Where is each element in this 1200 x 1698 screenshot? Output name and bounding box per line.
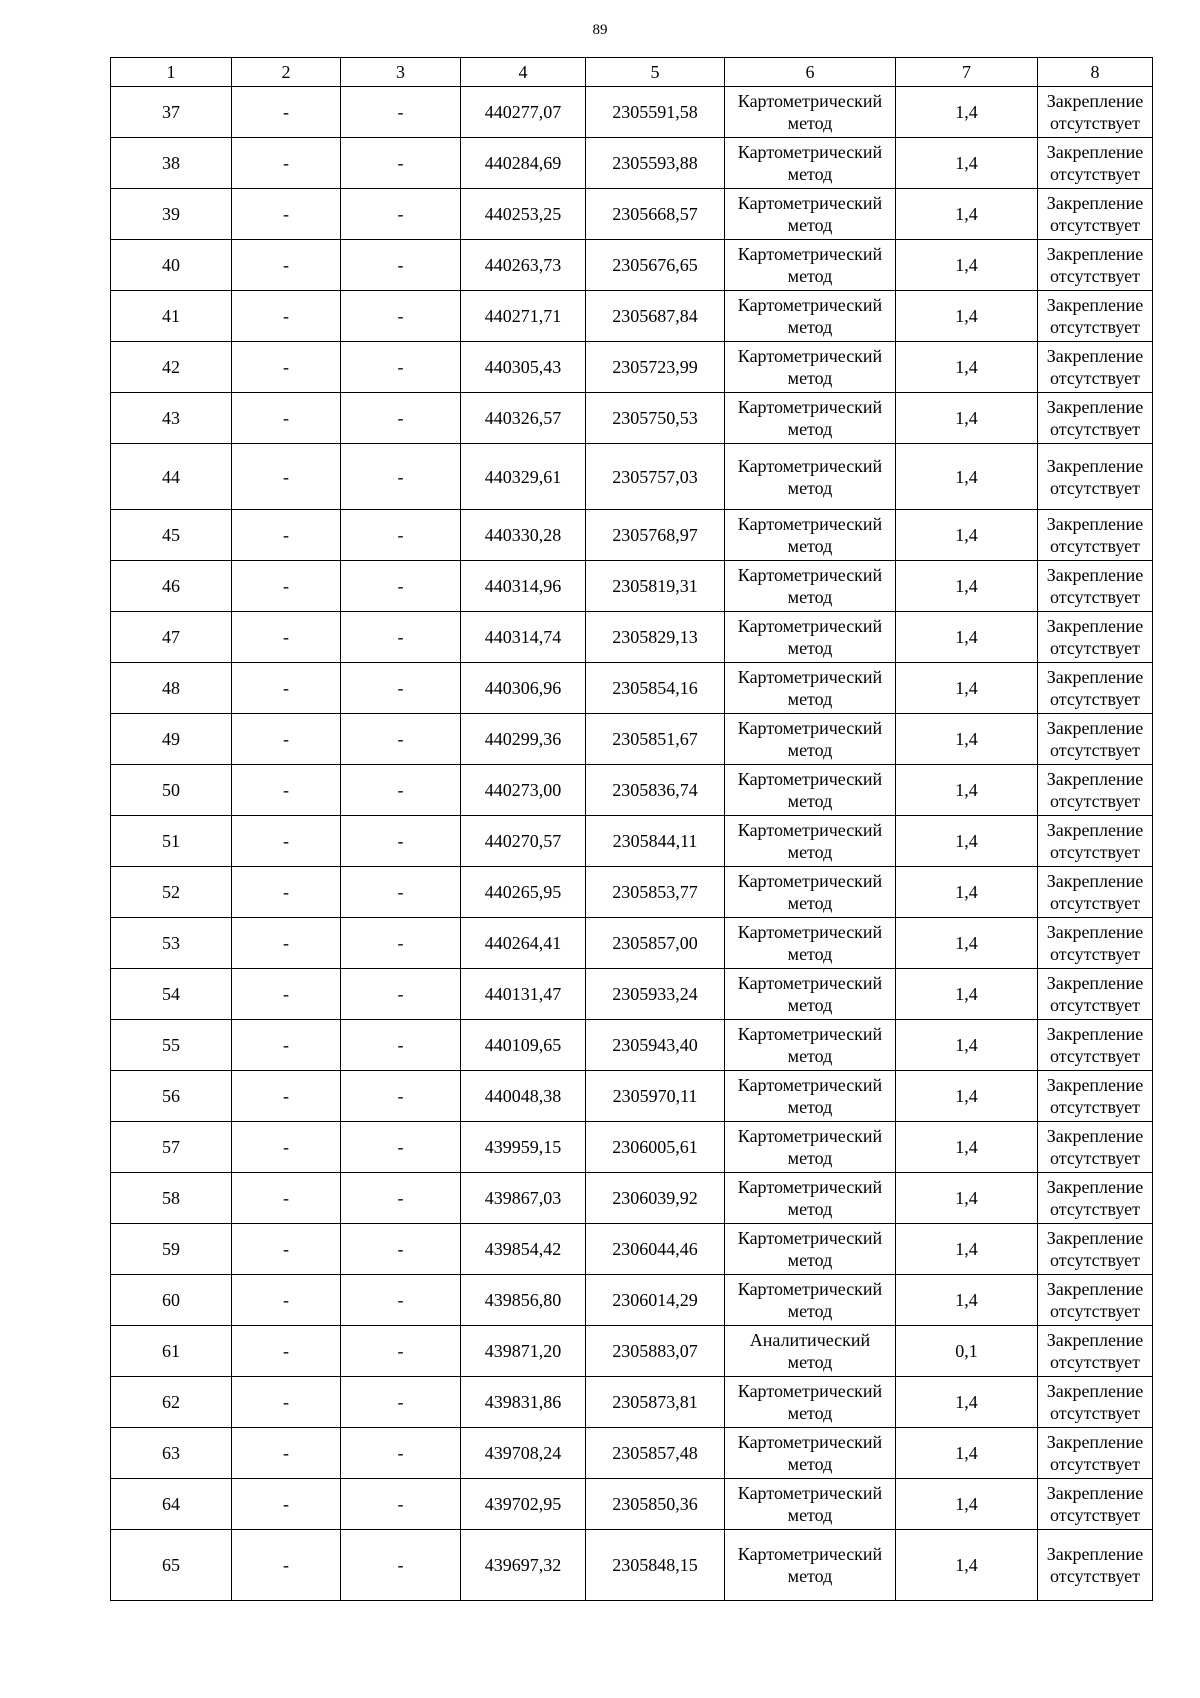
x-coordinate-cell: 439854,42 [461, 1224, 586, 1275]
point-number-cell: 63 [111, 1428, 232, 1479]
accuracy-cell: 1,4 [896, 969, 1038, 1020]
x-coordinate-cell: 440270,57 [461, 816, 586, 867]
column-2-cell: - [232, 291, 341, 342]
column-2-cell: - [232, 1530, 341, 1601]
fixation-cell: Закрепление отсутствует [1038, 291, 1153, 342]
x-coordinate-cell: 440330,28 [461, 510, 586, 561]
column-3-cell: - [341, 1275, 461, 1326]
column-3-cell: - [341, 138, 461, 189]
x-coordinate-cell: 440109,65 [461, 1020, 586, 1071]
y-coordinate-cell: 2305593,88 [586, 138, 725, 189]
y-coordinate-cell: 2306005,61 [586, 1122, 725, 1173]
y-coordinate-cell: 2305836,74 [586, 765, 725, 816]
column-3-cell: - [341, 1530, 461, 1601]
x-coordinate-cell: 440329,61 [461, 444, 586, 510]
fixation-cell: Закрепление отсутствует [1038, 1530, 1153, 1601]
y-coordinate-cell: 2305857,48 [586, 1428, 725, 1479]
column-3-cell: - [341, 1122, 461, 1173]
y-coordinate-cell: 2305768,97 [586, 510, 725, 561]
column-2-cell: - [232, 444, 341, 510]
point-number-cell: 65 [111, 1530, 232, 1601]
y-coordinate-cell: 2305854,16 [586, 663, 725, 714]
accuracy-cell: 1,4 [896, 816, 1038, 867]
fixation-cell: Закрепление отсутствует [1038, 816, 1153, 867]
table-body [111, 87, 1153, 1601]
column-3-cell: - [341, 291, 461, 342]
accuracy-cell: 1,4 [896, 393, 1038, 444]
method-cell: Картометрический метод [725, 1377, 896, 1428]
fixation-cell: Закрепление отсутствует [1038, 663, 1153, 714]
accuracy-cell: 1,4 [896, 1020, 1038, 1071]
column-2-cell: - [232, 138, 341, 189]
column-3-cell: - [341, 342, 461, 393]
column-header: 6 [725, 58, 896, 87]
column-2-cell: - [232, 1275, 341, 1326]
accuracy-cell: 1,4 [896, 444, 1038, 510]
column-3-cell: - [341, 1377, 461, 1428]
table-row [111, 138, 1153, 189]
fixation-cell: Закрепление отсутствует [1038, 87, 1153, 138]
column-2-cell: - [232, 189, 341, 240]
x-coordinate-cell: 440305,43 [461, 342, 586, 393]
point-number-cell: 58 [111, 1173, 232, 1224]
fixation-cell: Закрепление отсутствует [1038, 867, 1153, 918]
method-cell: Картометрический метод [725, 1275, 896, 1326]
point-number-cell: 50 [111, 765, 232, 816]
point-number-cell: 54 [111, 969, 232, 1020]
method-cell: Картометрический метод [725, 1530, 896, 1601]
column-3-cell: - [341, 1173, 461, 1224]
column-2-cell: - [232, 342, 341, 393]
method-cell: Картометрический метод [725, 1173, 896, 1224]
method-cell: Картометрический метод [725, 291, 896, 342]
column-3-cell: - [341, 1428, 461, 1479]
fixation-cell: Закрепление отсутствует [1038, 393, 1153, 444]
column-3-cell: - [341, 444, 461, 510]
column-3-cell: - [341, 1479, 461, 1530]
x-coordinate-cell: 440273,00 [461, 765, 586, 816]
accuracy-cell: 1,4 [896, 342, 1038, 393]
accuracy-cell: 1,4 [896, 663, 1038, 714]
accuracy-cell: 1,4 [896, 87, 1038, 138]
table-row [111, 714, 1153, 765]
column-2-cell: - [232, 1020, 341, 1071]
x-coordinate-cell: 439708,24 [461, 1428, 586, 1479]
table-row [111, 1275, 1153, 1326]
table-row [111, 342, 1153, 393]
method-cell: Картометрический метод [725, 1122, 896, 1173]
fixation-cell: Закрепление отсутствует [1038, 138, 1153, 189]
x-coordinate-cell: 440277,07 [461, 87, 586, 138]
fixation-cell: Закрепление отсутствует [1038, 189, 1153, 240]
column-2-cell: - [232, 714, 341, 765]
method-cell: Картометрический метод [725, 138, 896, 189]
column-header: 8 [1038, 58, 1153, 87]
x-coordinate-cell: 440264,41 [461, 918, 586, 969]
point-number-cell: 48 [111, 663, 232, 714]
fixation-cell: Закрепление отсутствует [1038, 561, 1153, 612]
fixation-cell: Закрепление отсутствует [1038, 1020, 1153, 1071]
fixation-cell: Закрепление отсутствует [1038, 1224, 1153, 1275]
accuracy-cell: 1,4 [896, 291, 1038, 342]
x-coordinate-cell: 439697,32 [461, 1530, 586, 1601]
table-row [111, 444, 1153, 510]
point-number-cell: 44 [111, 444, 232, 510]
y-coordinate-cell: 2305970,11 [586, 1071, 725, 1122]
fixation-cell: Закрепление отсутствует [1038, 1479, 1153, 1530]
column-3-cell: - [341, 714, 461, 765]
method-cell: Картометрический метод [725, 918, 896, 969]
y-coordinate-cell: 2305591,58 [586, 87, 725, 138]
accuracy-cell: 1,4 [896, 765, 1038, 816]
column-3-cell: - [341, 918, 461, 969]
column-3-cell: - [341, 561, 461, 612]
fixation-cell: Закрепление отсутствует [1038, 1326, 1153, 1377]
column-2-cell: - [232, 816, 341, 867]
table-row [111, 1224, 1153, 1275]
table-row [111, 1530, 1153, 1601]
point-number-cell: 49 [111, 714, 232, 765]
column-2-cell: - [232, 612, 341, 663]
method-cell: Картометрический метод [725, 663, 896, 714]
fixation-cell: Закрепление отсутствует [1038, 969, 1153, 1020]
x-coordinate-cell: 439871,20 [461, 1326, 586, 1377]
method-cell: Картометрический метод [725, 612, 896, 663]
column-3-cell: - [341, 969, 461, 1020]
fixation-cell: Закрепление отсутствует [1038, 1071, 1153, 1122]
column-3-cell: - [341, 816, 461, 867]
table-row [111, 663, 1153, 714]
column-3-cell: - [341, 612, 461, 663]
point-number-cell: 42 [111, 342, 232, 393]
method-cell: Картометрический метод [725, 342, 896, 393]
x-coordinate-cell: 439959,15 [461, 1122, 586, 1173]
coordinates-table [110, 57, 1153, 1601]
table-row [111, 87, 1153, 138]
point-number-cell: 62 [111, 1377, 232, 1428]
point-number-cell: 56 [111, 1071, 232, 1122]
table-row [111, 1479, 1153, 1530]
fixation-cell: Закрепление отсутствует [1038, 918, 1153, 969]
x-coordinate-cell: 440326,57 [461, 393, 586, 444]
y-coordinate-cell: 2305750,53 [586, 393, 725, 444]
x-coordinate-cell: 440271,71 [461, 291, 586, 342]
column-2-cell: - [232, 867, 341, 918]
fixation-cell: Закрепление отсутствует [1038, 444, 1153, 510]
point-number-cell: 43 [111, 393, 232, 444]
y-coordinate-cell: 2305668,57 [586, 189, 725, 240]
column-3-cell: - [341, 663, 461, 714]
x-coordinate-cell: 440131,47 [461, 969, 586, 1020]
table-row [111, 1020, 1153, 1071]
x-coordinate-cell: 440263,73 [461, 240, 586, 291]
point-number-cell: 64 [111, 1479, 232, 1530]
table-row [111, 969, 1153, 1020]
method-cell: Картометрический метод [725, 393, 896, 444]
column-header: 7 [896, 58, 1038, 87]
accuracy-cell: 1,4 [896, 1530, 1038, 1601]
column-2-cell: - [232, 1173, 341, 1224]
column-2-cell: - [232, 1377, 341, 1428]
accuracy-cell: 1,4 [896, 138, 1038, 189]
accuracy-cell: 1,4 [896, 561, 1038, 612]
x-coordinate-cell: 440314,96 [461, 561, 586, 612]
table-row [111, 1428, 1153, 1479]
point-number-cell: 61 [111, 1326, 232, 1377]
column-2-cell: - [232, 663, 341, 714]
column-2-cell: - [232, 1122, 341, 1173]
fixation-cell: Закрепление отсутствует [1038, 612, 1153, 663]
column-2-cell: - [232, 918, 341, 969]
table-header [111, 58, 1153, 87]
column-2-cell: - [232, 1428, 341, 1479]
x-coordinate-cell: 440299,36 [461, 714, 586, 765]
x-coordinate-cell: 440265,95 [461, 867, 586, 918]
point-number-cell: 53 [111, 918, 232, 969]
method-cell: Картометрический метод [725, 1071, 896, 1122]
fixation-cell: Закрепление отсутствует [1038, 240, 1153, 291]
table-row [111, 1122, 1153, 1173]
table-row [111, 189, 1153, 240]
column-2-cell: - [232, 87, 341, 138]
point-number-cell: 55 [111, 1020, 232, 1071]
y-coordinate-cell: 2305687,84 [586, 291, 725, 342]
x-coordinate-cell: 440314,74 [461, 612, 586, 663]
column-2-cell: - [232, 969, 341, 1020]
accuracy-cell: 1,4 [896, 918, 1038, 969]
accuracy-cell: 1,4 [896, 189, 1038, 240]
x-coordinate-cell: 440306,96 [461, 663, 586, 714]
table-row [111, 1071, 1153, 1122]
point-number-cell: 40 [111, 240, 232, 291]
y-coordinate-cell: 2305844,11 [586, 816, 725, 867]
accuracy-cell: 1,4 [896, 1479, 1038, 1530]
x-coordinate-cell: 439702,95 [461, 1479, 586, 1530]
y-coordinate-cell: 2306014,29 [586, 1275, 725, 1326]
table-row [111, 240, 1153, 291]
point-number-cell: 51 [111, 816, 232, 867]
method-cell: Аналитический метод [725, 1326, 896, 1377]
column-2-cell: - [232, 1326, 341, 1377]
y-coordinate-cell: 2305723,99 [586, 342, 725, 393]
y-coordinate-cell: 2305933,24 [586, 969, 725, 1020]
column-header: 5 [586, 58, 725, 87]
column-2-cell: - [232, 1479, 341, 1530]
y-coordinate-cell: 2305848,15 [586, 1530, 725, 1601]
y-coordinate-cell: 2305853,77 [586, 867, 725, 918]
accuracy-cell: 1,4 [896, 867, 1038, 918]
x-coordinate-cell: 439856,80 [461, 1275, 586, 1326]
column-2-cell: - [232, 765, 341, 816]
accuracy-cell: 1,4 [896, 1224, 1038, 1275]
method-cell: Картометрический метод [725, 444, 896, 510]
fixation-cell: Закрепление отсутствует [1038, 714, 1153, 765]
accuracy-cell: 1,4 [896, 1275, 1038, 1326]
y-coordinate-cell: 2306044,46 [586, 1224, 725, 1275]
method-cell: Картометрический метод [725, 765, 896, 816]
method-cell: Картометрический метод [725, 1224, 896, 1275]
y-coordinate-cell: 2305943,40 [586, 1020, 725, 1071]
point-number-cell: 60 [111, 1275, 232, 1326]
table-row [111, 918, 1153, 969]
table-row [111, 393, 1153, 444]
column-3-cell: - [341, 189, 461, 240]
column-3-cell: - [341, 87, 461, 138]
point-number-cell: 38 [111, 138, 232, 189]
column-2-cell: - [232, 510, 341, 561]
x-coordinate-cell: 439831,86 [461, 1377, 586, 1428]
table-row [111, 291, 1153, 342]
fixation-cell: Закрепление отсутствует [1038, 1173, 1153, 1224]
y-coordinate-cell: 2305873,81 [586, 1377, 725, 1428]
y-coordinate-cell: 2305850,36 [586, 1479, 725, 1530]
header-row [111, 58, 1153, 87]
column-3-cell: - [341, 1224, 461, 1275]
y-coordinate-cell: 2305829,13 [586, 612, 725, 663]
point-number-cell: 45 [111, 510, 232, 561]
column-3-cell: - [341, 240, 461, 291]
column-3-cell: - [341, 765, 461, 816]
column-2-cell: - [232, 240, 341, 291]
column-3-cell: - [341, 1071, 461, 1122]
column-header: 1 [111, 58, 232, 87]
method-cell: Картометрический метод [725, 1020, 896, 1071]
method-cell: Картометрический метод [725, 510, 896, 561]
column-3-cell: - [341, 510, 461, 561]
point-number-cell: 41 [111, 291, 232, 342]
accuracy-cell: 1,4 [896, 1428, 1038, 1479]
point-number-cell: 57 [111, 1122, 232, 1173]
method-cell: Картометрический метод [725, 969, 896, 1020]
table-row [111, 867, 1153, 918]
fixation-cell: Закрепление отсутствует [1038, 765, 1153, 816]
column-header: 2 [232, 58, 341, 87]
table-row [111, 816, 1153, 867]
x-coordinate-cell: 439867,03 [461, 1173, 586, 1224]
method-cell: Картометрический метод [725, 867, 896, 918]
table-row [111, 1326, 1153, 1377]
x-coordinate-cell: 440048,38 [461, 1071, 586, 1122]
point-number-cell: 39 [111, 189, 232, 240]
accuracy-cell: 1,4 [896, 1071, 1038, 1122]
y-coordinate-cell: 2305676,65 [586, 240, 725, 291]
method-cell: Картометрический метод [725, 189, 896, 240]
y-coordinate-cell: 2305819,31 [586, 561, 725, 612]
column-header: 4 [461, 58, 586, 87]
table-row [111, 510, 1153, 561]
page-number: 89 [592, 22, 608, 38]
y-coordinate-cell: 2305757,03 [586, 444, 725, 510]
fixation-cell: Закрепление отсутствует [1038, 1377, 1153, 1428]
column-2-cell: - [232, 393, 341, 444]
method-cell: Картометрический метод [725, 87, 896, 138]
column-2-cell: - [232, 561, 341, 612]
column-2-cell: - [232, 1224, 341, 1275]
column-3-cell: - [341, 1020, 461, 1071]
point-number-cell: 59 [111, 1224, 232, 1275]
fixation-cell: Закрепление отсутствует [1038, 1275, 1153, 1326]
y-coordinate-cell: 2305857,00 [586, 918, 725, 969]
method-cell: Картометрический метод [725, 561, 896, 612]
x-coordinate-cell: 440284,69 [461, 138, 586, 189]
table-row [111, 612, 1153, 663]
column-2-cell: - [232, 1071, 341, 1122]
fixation-cell: Закрепление отсутствует [1038, 1122, 1153, 1173]
y-coordinate-cell: 2305883,07 [586, 1326, 725, 1377]
column-header: 3 [341, 58, 461, 87]
column-3-cell: - [341, 393, 461, 444]
table-row [111, 1377, 1153, 1428]
accuracy-cell: 1,4 [896, 714, 1038, 765]
y-coordinate-cell: 2305851,67 [586, 714, 725, 765]
table-row [111, 1173, 1153, 1224]
fixation-cell: Закрепление отсутствует [1038, 510, 1153, 561]
x-coordinate-cell: 440253,25 [461, 189, 586, 240]
accuracy-cell: 1,4 [896, 612, 1038, 663]
point-number-cell: 37 [111, 87, 232, 138]
method-cell: Картометрический метод [725, 240, 896, 291]
accuracy-cell: 1,4 [896, 510, 1038, 561]
y-coordinate-cell: 2306039,92 [586, 1173, 725, 1224]
accuracy-cell: 1,4 [896, 1173, 1038, 1224]
column-3-cell: - [341, 867, 461, 918]
point-number-cell: 47 [111, 612, 232, 663]
accuracy-cell: 1,4 [896, 1377, 1038, 1428]
method-cell: Картометрический метод [725, 1479, 896, 1530]
accuracy-cell: 0,1 [896, 1326, 1038, 1377]
method-cell: Картометрический метод [725, 816, 896, 867]
method-cell: Картометрический метод [725, 714, 896, 765]
method-cell: Картометрический метод [725, 1428, 896, 1479]
accuracy-cell: 1,4 [896, 240, 1038, 291]
table-row [111, 561, 1153, 612]
fixation-cell: Закрепление отсутствует [1038, 1428, 1153, 1479]
fixation-cell: Закрепление отсутствует [1038, 342, 1153, 393]
column-3-cell: - [341, 1326, 461, 1377]
point-number-cell: 52 [111, 867, 232, 918]
point-number-cell: 46 [111, 561, 232, 612]
accuracy-cell: 1,4 [896, 1122, 1038, 1173]
table-row [111, 765, 1153, 816]
